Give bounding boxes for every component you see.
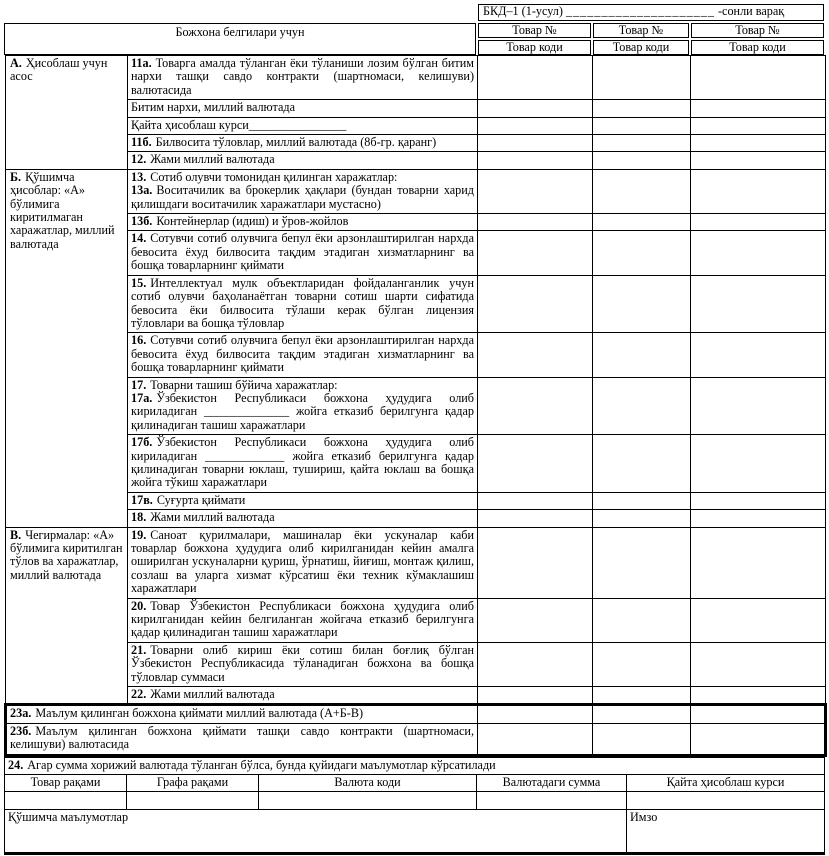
table-row: [6, 492, 826, 509]
row-description: [128, 377, 478, 435]
value-cell[interactable]: [691, 169, 826, 213]
currency-row-cell[interactable]: [5, 792, 127, 810]
footer-row: [5, 810, 825, 854]
row-description: [128, 214, 478, 231]
row-description: [128, 100, 478, 117]
table-row: [6, 510, 826, 527]
row-text: Ўзбекистон Республикаси божхона ҳудудига олиб кириладиган ______________ жойга етказиб берилгунга қадар қилинадиган ташиш харажатлари: [131, 390, 474, 432]
value-cell[interactable]: [691, 687, 826, 705]
row-number: 11а.: [131, 56, 152, 70]
form-code: БКД–1 (1-усул): [483, 4, 563, 18]
row-description: [128, 527, 478, 598]
value-cell[interactable]: [478, 333, 593, 377]
row-text: Саноат қурилмалари, машиналар ёки ускуналар каби товарлар божхона ҳудудига олиб кирилганидан кейин амалга оширилган ускуналарни қуриш, ўрнатиш, йиғиш, монтаж қилиш, созлаш ва уларга хизмат кўрсатиш ёки техник кўмаклашиш харажатлари: [131, 527, 474, 596]
value-cell[interactable]: [691, 275, 826, 333]
table-row: [6, 100, 826, 117]
value-cell[interactable]: [691, 214, 826, 231]
item-code-header: Товар коди: [593, 40, 689, 55]
value-cell[interactable]: [593, 135, 691, 152]
value-cell[interactable]: [593, 169, 691, 213]
value-cell[interactable]: [478, 377, 593, 435]
value-cell[interactable]: [691, 333, 826, 377]
row-number: 23а.: [10, 706, 32, 721]
col-header-currency-code: Валюта коди: [259, 775, 477, 792]
row-description: [128, 510, 478, 527]
section-v-label: [6, 527, 128, 705]
value-cell[interactable]: [593, 231, 691, 275]
row-description: [128, 598, 478, 642]
section-a-label: [6, 56, 128, 170]
row-number: 15.: [131, 275, 147, 290]
value-cell[interactable]: [478, 642, 593, 686]
row-number: 13а.: [131, 183, 153, 198]
row-description: [128, 642, 478, 686]
row-number: 11б.: [131, 135, 152, 150]
customs-marks-header: Божхона белгилари учун: [4, 23, 476, 55]
currency-header-row: [5, 775, 825, 792]
value-cell[interactable]: [593, 492, 691, 509]
col-header-item-number: Товар рақами: [5, 775, 127, 792]
row-number: 13.: [131, 169, 147, 184]
value-cell[interactable]: [593, 510, 691, 527]
valuation-table: [4, 55, 827, 757]
row-text: Битим нархи, миллий валютада: [131, 100, 295, 115]
value-cell[interactable]: [593, 705, 691, 723]
row-number: 17б.: [131, 435, 153, 450]
row-number: 23б.: [10, 723, 32, 738]
row-text: Маълум қилинган божхона қиймати миллий валютада (А+Б-В): [35, 706, 364, 721]
value-cell[interactable]: [478, 135, 593, 152]
value-cell[interactable]: [593, 642, 691, 686]
sheet-number-box: [478, 4, 824, 21]
value-cell[interactable]: [478, 169, 593, 213]
row-number: 17а.: [131, 390, 153, 405]
table-row: [6, 152, 826, 169]
row-number: 19.: [131, 527, 147, 542]
row-description: [128, 333, 478, 377]
row-description: [128, 492, 478, 509]
goods-columns-header: [476, 23, 824, 55]
row-number: 17.: [131, 377, 147, 392]
row-text: Сотувчи сотиб олувчига бепул ёки арзонлаштирилган нархда бевосита ёхуд билвосита тақдим этадиган хизматларнинг ва бошқа товарларнинг қиймати: [131, 333, 474, 375]
goods-column-1-header: [478, 23, 591, 55]
value-cell[interactable]: [478, 598, 593, 642]
row-text: Товарни ташиш бўйича харажатлар:: [150, 377, 338, 392]
row-description: [128, 135, 478, 152]
row-description: [128, 117, 478, 134]
row-text: Товарни олиб кириш ёки сотиш билан боғлиқ бўлган Ўзбекистон Республикасида тўланадиган божхона ва бошқа тўловлар суммаси: [131, 642, 474, 684]
foreign-currency-table: [4, 757, 825, 855]
item-no-header: Товар №: [478, 23, 591, 38]
section-letter: Б.: [10, 169, 22, 184]
row-number: 16.: [131, 333, 147, 348]
row-description: [128, 56, 478, 100]
table-row: [6, 275, 826, 333]
goods-column-2-header: [593, 23, 689, 55]
value-cell[interactable]: [478, 152, 593, 169]
currency-row-cell[interactable]: [259, 792, 477, 810]
additional-info-cell[interactable]: Қўшимча маълумотлар: [5, 810, 627, 854]
section-text: Қўшимча ҳисоблар: «А» бўлимига киритилмаган харажатлар, миллий валютада: [10, 169, 115, 251]
table-row: [6, 527, 826, 598]
value-cell[interactable]: [691, 527, 826, 598]
row-text: Товарга амалда тўланган ёки тўланиши лозим бўлган битим нархи ташқи савдо контракти (шартномаси, келишуви) валютасида: [131, 56, 474, 97]
value-cell[interactable]: [691, 117, 826, 134]
row-text: Воситачилик ва брокерлик ҳақлари (бундан товарни харид қилишдаги воситачилик харажатлари мустасно): [131, 183, 474, 211]
sheet-bar: [4, 4, 824, 21]
sheet-suffix: -сонли варақ: [718, 4, 785, 18]
value-cell[interactable]: [593, 152, 691, 169]
value-cell[interactable]: [593, 527, 691, 598]
row-description: [6, 723, 478, 755]
table-row: [6, 231, 826, 275]
row-text: Сотувчи сотиб олувчига бепул ёки арзонлаштирилган нархда бевосита ёхуд билвосита тақдим этадиган хизматларнинг ва бошқа товарларнинг қиймати: [131, 231, 474, 273]
section-b-label: [6, 169, 128, 527]
row-description: [6, 705, 478, 723]
row-text: Контейнерлар (идиш) и ўров-жойлов: [156, 214, 349, 229]
value-cell[interactable]: [593, 598, 691, 642]
section-letter: В.: [10, 527, 22, 542]
value-cell[interactable]: [478, 687, 593, 705]
row-text: Агар сумма хорижий валютада тўланган бўлса, бунда қуйидаги маълумотлар кўрсатилади: [27, 757, 496, 772]
value-cell[interactable]: [478, 435, 593, 493]
declared-value-row: [6, 705, 826, 723]
col-header-currency-amount: Валютадаги сумма: [477, 775, 627, 792]
row-number: 18.: [131, 510, 147, 525]
value-cell[interactable]: [691, 492, 826, 509]
table-row: [6, 56, 826, 100]
row-text: Жами миллий валютада: [150, 510, 275, 525]
value-cell[interactable]: [691, 705, 826, 723]
item-code-header: Товар коди: [691, 40, 824, 55]
row-number: 14.: [131, 231, 147, 246]
row-number: 13б.: [131, 214, 153, 229]
value-cell[interactable]: [691, 377, 826, 435]
note-24-row: [5, 757, 825, 774]
currency-row-cell[interactable]: [127, 792, 259, 810]
value-cell[interactable]: [691, 723, 826, 755]
currency-entry-row: [5, 792, 825, 810]
value-cell[interactable]: [593, 56, 691, 100]
value-cell[interactable]: [478, 231, 593, 275]
value-cell[interactable]: [691, 642, 826, 686]
signature-cell[interactable]: Имзо: [627, 810, 825, 854]
row-number: 22.: [131, 687, 147, 702]
row-text: Сотиб олувчи томонидан қилинган харажатлар:: [150, 169, 398, 184]
value-cell[interactable]: [478, 527, 593, 598]
value-cell[interactable]: [691, 510, 826, 527]
value-cell[interactable]: [593, 333, 691, 377]
row-text: Жами миллий валютада: [150, 152, 275, 167]
value-cell[interactable]: [691, 152, 826, 169]
value-cell[interactable]: [691, 435, 826, 493]
currency-row-cell[interactable]: [477, 792, 627, 810]
value-cell[interactable]: [691, 100, 826, 117]
section-text: Ҳисоблаш учун асос: [10, 56, 108, 84]
value-cell[interactable]: [478, 56, 593, 100]
value-cell[interactable]: [478, 117, 593, 134]
value-cell[interactable]: [593, 687, 691, 705]
row-description: [128, 435, 478, 493]
value-cell[interactable]: [593, 435, 691, 493]
item-code-header: Товар коди: [478, 40, 591, 55]
note-24: [5, 757, 825, 774]
value-cell[interactable]: [478, 492, 593, 509]
row-text: Товар Ўзбекистон Республикаси божхона ҳудудига олиб кирилганидан кейин белгиланган жойгача етказиб берилгунга қадар қилинадиган ташиш харажатлари: [131, 598, 474, 640]
value-cell[interactable]: [593, 117, 691, 134]
value-cell[interactable]: [691, 598, 826, 642]
row-text: Интеллектуал мулк объектларидан фойдаланганлик учун сотиб олувчи баҳоланаётган товарни сотиш шарти сифатида бевосита ёки билвосита тўлаши керак бўлган лицензия тўловлари ва бошқа тўловлар: [131, 275, 474, 330]
value-cell[interactable]: [691, 135, 826, 152]
sheet-bar-spacer: [4, 4, 478, 21]
row-number: 21.: [131, 642, 147, 657]
row-text: Маълум қилинган божхона қиймати ташқи савдо контракти (шартномаси, келишуви) валютасида: [10, 723, 474, 752]
section-letter: А.: [10, 56, 22, 70]
value-cell[interactable]: [478, 510, 593, 527]
declared-value-row: [6, 723, 826, 755]
value-cell[interactable]: [593, 214, 691, 231]
row-text: Суғурта қиймати: [156, 492, 246, 507]
currency-row-cell[interactable]: [627, 792, 825, 810]
row-number: 12.: [131, 152, 147, 167]
table-header: [4, 23, 824, 55]
item-no-header: Товар №: [691, 23, 824, 38]
value-cell[interactable]: [593, 275, 691, 333]
row-description: [128, 152, 478, 169]
row-description: [128, 231, 478, 275]
table-row: [6, 135, 826, 152]
section-text: Чегирмалар: «А» бўлимига киритилган тўлов ва харажатлар, миллий валютада: [10, 527, 123, 582]
value-cell[interactable]: [478, 275, 593, 333]
sheet-number-blank[interactable]: _____________________: [565, 4, 715, 18]
row-text: Жами миллий валютада: [150, 687, 275, 702]
table-row: [6, 377, 826, 435]
table-row: [6, 435, 826, 493]
row-number: 20.: [131, 598, 147, 613]
value-cell[interactable]: [691, 231, 826, 275]
table-row: [6, 598, 826, 642]
col-header-exchange-rate: Қайта ҳисоблаш курси: [627, 775, 825, 792]
row-text: Билвосита тўловлар, миллий валютада (8б-гр. қаранг): [155, 135, 437, 150]
value-cell[interactable]: [691, 56, 826, 100]
table-row: [6, 169, 826, 213]
value-cell[interactable]: [478, 214, 593, 231]
row-text: Қайта ҳисоблаш курси________________: [131, 117, 347, 132]
table-row: [6, 214, 826, 231]
row-description: [128, 275, 478, 333]
goods-column-3-header: [691, 23, 824, 55]
value-cell[interactable]: [478, 705, 593, 723]
item-no-header: Товар №: [593, 23, 689, 38]
col-header-box-number: Графа рақами: [127, 775, 259, 792]
value-cell[interactable]: [593, 723, 691, 755]
table-row: [6, 333, 826, 377]
value-cell[interactable]: [593, 100, 691, 117]
value-cell[interactable]: [478, 100, 593, 117]
table-row: [6, 687, 826, 705]
row-text: Ўзбекистон Республикаси божхона ҳудудига олиб кириладиган _____________ жойга етказиб берилгунга қадар қилинадиган товарни юклаш, тушириш, қайта юклаш ва бошқа жойга тўкиш харажатлари: [131, 435, 474, 490]
row-number: 24.: [8, 757, 24, 772]
value-cell[interactable]: [478, 723, 593, 755]
row-number: 17в.: [131, 492, 153, 507]
table-row: [6, 117, 826, 134]
row-description: [128, 169, 478, 213]
value-cell[interactable]: [593, 377, 691, 435]
row-description: [128, 687, 478, 705]
table-row: [6, 642, 826, 686]
